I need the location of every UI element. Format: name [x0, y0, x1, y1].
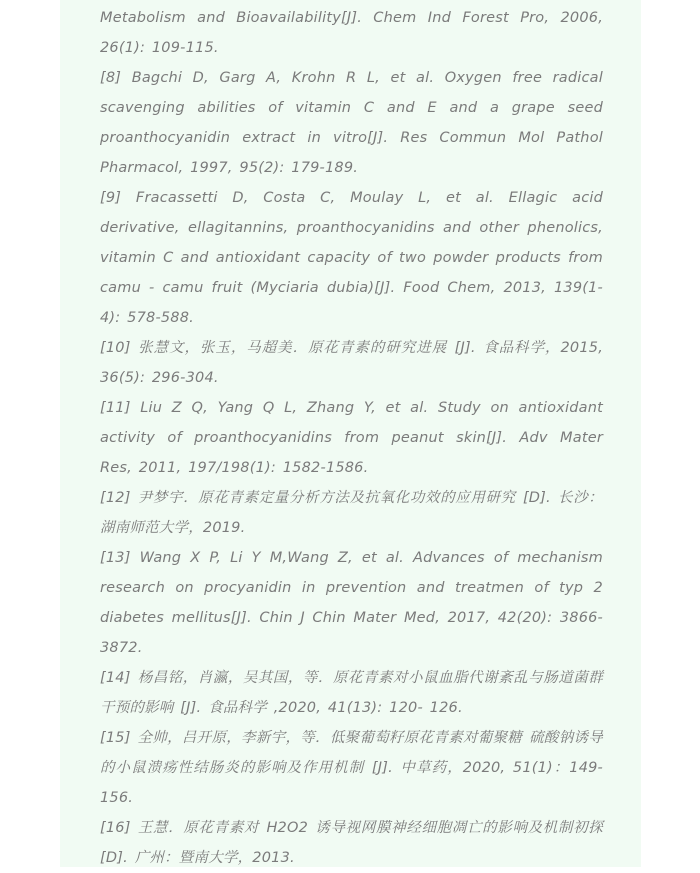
reference-16: [16] 王慧．原花青素对 H2O2 诱导视网膜神经细胞凋亡的影响及机制初探 [D]. 广州：暨南大学，2013. [100, 820, 603, 866]
reference-13: [13] Wang X P, Li Y M,Wang Z, et al. Advances of mechanism research on procyanidin in prevention and treatmen of typ 2 diabetes mellitus[J]. Chin J Chin Mater Med, 2017, 42(20): 3866-3872. [100, 550, 603, 656]
reference-11: [11] Liu Z Q, Yang Q L, Zhang Y, et al. Study on antioxidant activity of proanthocyanidins from peanut skin[J]. Adv Mater Res, 2011, 197/198(1): 1582-1586. [100, 400, 603, 476]
reference-10: [10] 张慧文，张玉，马超美．原花青素的研究进展 [J]. 食品科学，2015, 36(5): 296-304. [100, 340, 603, 386]
reference-list [100, 3, 603, 873]
reference-9: [9] Fracassetti D, Costa C, Moulay L, et al. Ellagic acid derivative, ellagitannins, proanthocyanidins and other phenolics, vitamin C and antioxidant capacity of two powder products from camu - camu fruit (Myciaria dubia)[J]. Food Chem, 2013, 139(1-4): 578-588. [100, 190, 603, 326]
reference-8: [8] Bagchi D, Garg A, Krohn R L, et al. Oxygen free radical scavenging abilities of vitamin C and E and a grape seed proanthocyanidin extract in vitro[J]. Res Commun Mol Pathol Pharmacol, 1997, 95(2): 179-189. [100, 70, 603, 176]
reference-15: [15] 全帅，吕开原，李新宇，等．低聚葡萄籽原花青素对葡聚糖 硫酸钠诱导的小鼠溃疡性结肠炎的影响及作用机制 [J]. 中草药，2020, 51(1)：149-156. [100, 730, 603, 806]
reference-7-continued: Metabolism and Bioavailability[J]. Chem Ind Forest Pro, 2006, 26(1): 109-115. [100, 10, 603, 56]
reference-14: [14] 杨昌铭，肖瀛，吴其国，等．原花青素对小鼠血脂代谢紊乱与肠道菌群干预的影响 [J]. 食品科学 ,2020, 41(13): 120- 126. [100, 670, 603, 716]
reference-12: [12] 尹梦宇．原花青素定量分析方法及抗氧化功效的应用研究 [D]. 长沙：湖南师范大学，2019. [100, 490, 603, 536]
